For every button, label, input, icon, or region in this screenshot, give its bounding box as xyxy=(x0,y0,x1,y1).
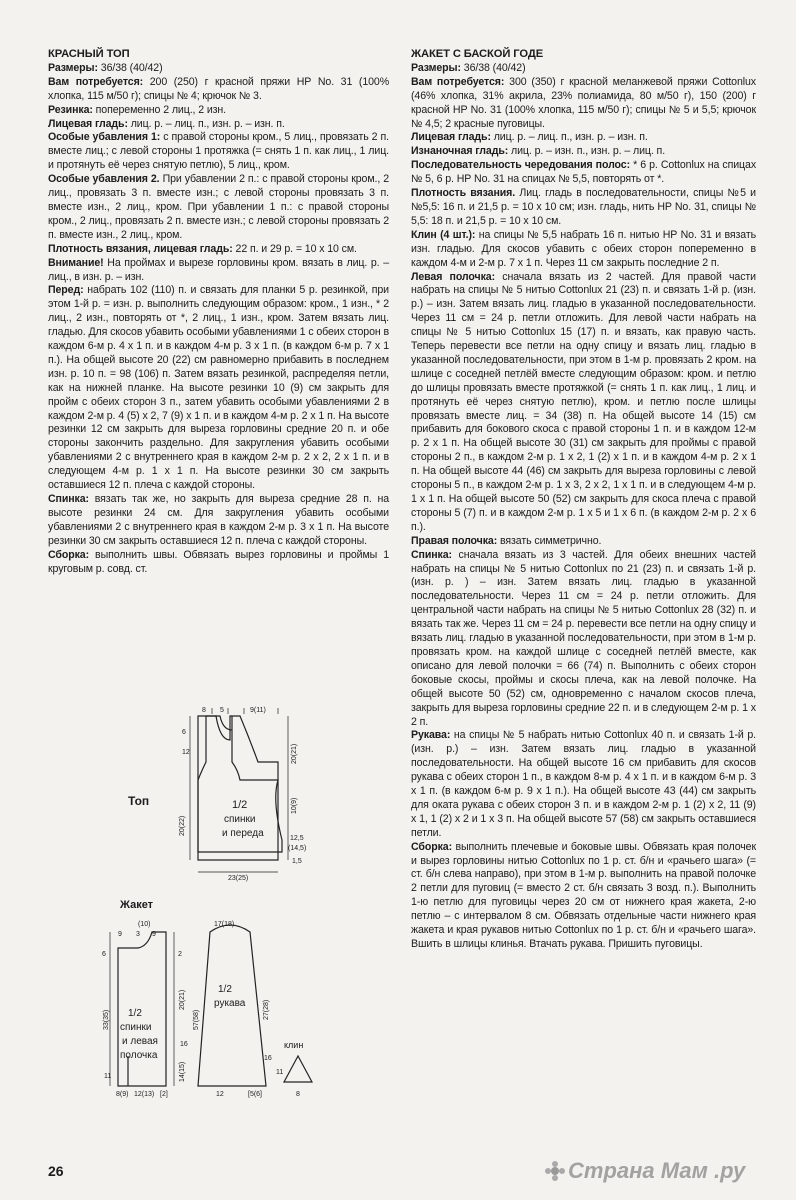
svg-text:10(9): 10(9) xyxy=(291,797,298,814)
svg-text:полочка: полочка xyxy=(120,1050,158,1061)
left-rib: Резинка: попеременно 2 лиц., 2 изн. xyxy=(48,103,227,116)
right-materials: Вам потребуется: 300 (350) г красной меланжевой пряжи Cottonlux (46% хлопка, 31% акрила, 23% полиамида, 80 м/50 г), 150 (200) г красной НР No. 31 (100% хлопка, 115 м/50 г); спицы № 5 и 5,5; крючок № 4,5; 2 красные пуговицы. xyxy=(411,75,756,130)
svg-text:8: 8 xyxy=(296,1091,300,1098)
svg-text:рукава: рукава xyxy=(214,998,246,1009)
left-attention: Внимание! На проймах и вырезе горловины кром. вязать в лиц. р. – лиц., в изн. р. – изн. xyxy=(48,256,389,283)
left-front: Перед: набрать 102 (110) п. и связать для планки 5 р. резинкой, при этом 1-й р. = изн. р. выполнить следующим образом: кром., 1 изн., * 2 лиц., 2 изн., повторять от *, 2 лиц., 1 изн., кром. Затем вязать лиц. гладью. Для скосов убавить особыми убавлениями 1 с обеих сторон в каждом 6-м р. 4 х 1 п. и в каждом 4-м р. 3 х 1 п. (в каждом 6-м р. 7 х 1 п.). На общей высоте 20 (22) см равномерно прибавить в последнем изн. р. 10 п. = 98 (106) п. Затем вязать резинкой, распределяя петли, как на нижней планке. На высоте резинки 10 (9) см закрыть для пройм с обеих сторон 3 п., затем убавить особыми убавлениями 2 в каждом 2-м р. 4 (5) х 2, 7 (9) х 1 п. и в каждом 4-м р. 2 х 1 п. На высоте резинки 12 см закрыть для выреза горловины средние 20 п. и обе стороны закончить раздельно. Для закругления убавить особыми убавлениями 2 с внутреннего края в каждом 2-м р. 2 х 2, 2 х 1 п. и в следующем 4-м р. 1 х 1 п. На высоте резинки 30 см закрыть оставшиеся 12 п. плеча с каждой стороны. xyxy=(48,284,389,492)
svg-text:12: 12 xyxy=(182,749,190,756)
svg-text:8(9): 8(9) xyxy=(116,1091,129,1098)
svg-text:и левая: и левая xyxy=(122,1036,158,1047)
svg-text:клин: клин xyxy=(284,1040,304,1050)
right-left-front: Левая полочка: сначала вязать из 2 частей. Для правой части набрать на спицы № 5 нитью Cottonlux 21 (23) п. и связать 1-й р. (изн. р.) – изн. Затем вязать лиц. гладью в указанной последовательности. Через 11 см = 24 р. петли отложить. Для левой части набрать на спицы № 5 нитью Cottonlux 15 (17) п. и вязать, как правую часть. Теперь перевести все петли на одну спицу и вязать лиц. гладью в указанной последовательности, при этом в 1-м р. провязать 2 кром. на шлице с соседней петлёй вместе следующим образом: кром. и петлю до шлицы провязать вместе протяжкой (= снять 1 п. как лиц., 1 лиц. и протянуть её через снятую петлю), кром. и петлю после шлицы провязать вместе лиц. = 34 (38) п. На общей высоте 14 (15) см прибавить для бокового скоса с правой стороны 1 п. и в каждом 12-м р. 2 х 1 п. На общей высоте 30 (31) см закрыть для проймы с правой стороны 2 п., в каждом 2-м р. 1 х 2, 1 (2) х 1 п. и в каждом 4-м р. 2 х 1 п. На общей высоте 44 (46) см закрыть для выреза горловины с левой стороны 5 п., в каждом 2-м р. 1 х 3, 2 х 2, 1 х 1 п. и в следующем 4-м р. 1 х 1 п. На общей высоте 50 (52) см закрыть для скоса плеча с правой стороны 5 (7) п. и в каждом 2-м р. 1 х 5 и 1 х 6 п. (в каждом 2-м р. 2 х 6 п.). xyxy=(411,270,756,533)
watermark: Страна Мам .ру xyxy=(568,1158,746,1183)
left-assembly: Сборка: выполнить швы. Обвязать вырез горловины и проймы 1 круговым р. совд. ст. xyxy=(48,548,389,575)
top-schematic xyxy=(120,700,320,895)
svg-text:33(35): 33(35) xyxy=(103,1009,110,1030)
top-label: Топ xyxy=(128,794,150,808)
svg-text:2: 2 xyxy=(178,951,182,958)
left-decreases-1: Особые убавления 1: с правой стороны крoм., 5 лиц., провязать 2 п. вместе лиц.; с левой стороны 1 протяжка (= снять 1 п. как лиц., 1 лиц. и протянуть её через снятую петлю), 5 лиц., кром. xyxy=(48,131,390,172)
left-title: КРАСНЫЙ ТОП xyxy=(48,48,130,60)
right-wedge: Клин (4 шт.): на спицы № 5,5 набрать 16 п. нитью НР No. 31 и вязать изн. гладью. Для скосов убавить с обеих сторон попеременно в каждом 4-м и 2-м р. 7 х 1 п. Через 11 см закрыть последние 2 п. xyxy=(411,228,756,269)
right-right-front: Правая полочка: вязать симметрично. xyxy=(411,534,602,547)
svg-text:14(15): 14(15) xyxy=(179,1061,186,1082)
left-gauge: Плотность вязания, лицевая гладь: 22 п. и 29 р. = 10 х 10 см. xyxy=(48,242,357,255)
wedge-outline xyxy=(284,1056,312,1082)
jacket-schematic xyxy=(102,896,328,1131)
svg-text:спинки: спинки xyxy=(120,1022,152,1033)
svg-text:[5(6]: [5(6] xyxy=(248,1091,263,1098)
svg-text:16: 16 xyxy=(180,1041,188,1048)
svg-text:1,5: 1,5 xyxy=(292,858,302,865)
svg-text:1/2: 1/2 xyxy=(128,1008,142,1019)
left-stockinette: Лицевая гладь: лиц. р. – лиц. п., изн. р. – изн. п. xyxy=(48,117,285,130)
svg-text:1/2: 1/2 xyxy=(218,984,232,995)
svg-text:20(21): 20(21) xyxy=(179,989,186,1010)
svg-text:и переда: и переда xyxy=(222,828,264,839)
svg-text:(14,5): (14,5) xyxy=(288,845,307,852)
right-sizes: Размеры: 36/38 (40/42) xyxy=(411,61,526,74)
left-sizes: Размеры: 36/38 (40/42) xyxy=(48,61,163,74)
svg-text:11: 11 xyxy=(276,1069,284,1076)
svg-text:1/2: 1/2 xyxy=(232,799,248,811)
svg-text:20(22): 20(22) xyxy=(179,815,186,836)
svg-text:12,5: 12,5 xyxy=(290,835,304,842)
svg-text:9: 9 xyxy=(118,931,122,938)
right-stripe-sequence: Последовательность чередования полос: * 6 р. Cottonlux на спицах № 5, 6 р. НР No. 31 на спицах № 5,5, повторять от *. xyxy=(411,159,757,186)
svg-text:8: 8 xyxy=(202,707,206,714)
right-stockinette: Лицевая гладь: лиц. р. – лиц. п., изн. р. – изн. п. xyxy=(411,131,648,144)
right-back: Спинка: сначала вязать из 3 частей. Для обеих внешних частей набрать на спицы № 5 нитью Cottonlux по 21 (23) п. и связать 1-й р. (изн. р. ) – изн. Затем вязать лиц. гладью в указанной последовательности. Через 11 см = 24 р. петли отложить. Для центральной части набрать на спицы № 5 нитью Cottonlux 28 (32) п. и вязать так же. Через 11 см = 24 р. перевести все петли на одну спицу и вязать лиц. гладью в указанной последовательности, при этом в 1-м р. провязать кром. на каждой шлице с соседней петлёй вместе, как описано для левой полочки = 66 (74) п. Выполнить с обеих сторон боковые скосы, проймы и скосы плеча, как на левой полочке. На общей высоте 50 (52) см, одновременно с началом скосов плеча, закрыть для выреза горловины средние 22 п. и в следующем 2-м р. 1 х 2 п. xyxy=(411,548,756,728)
left-back: Спинка: вязать так же, но закрыть для выреза средние 28 п. на высоте резинки 24 см. Для закругления убавить особыми убавлениями 2 с внутреннего края в каждом 2-м р. 3 х 1 п. На высоте резинки 30 см закрыть оставшиеся 12 п. плеча с каждой стороны. xyxy=(48,493,389,547)
svg-text:5: 5 xyxy=(220,707,224,714)
svg-text:23(25): 23(25) xyxy=(228,875,249,882)
svg-text:3: 3 xyxy=(136,931,140,938)
svg-text:9(11): 9(11) xyxy=(250,707,266,714)
svg-text:спинки: спинки xyxy=(224,814,256,825)
left-column xyxy=(48,48,389,576)
right-title: ЖАКЕТ С БАСКОЙ ГОДЕ xyxy=(411,48,544,60)
svg-text:12: 12 xyxy=(216,1091,224,1098)
svg-text:6: 6 xyxy=(102,951,106,958)
svg-text:11: 11 xyxy=(104,1073,112,1080)
svg-text:16: 16 xyxy=(264,1055,272,1062)
svg-text:57(58): 57(58) xyxy=(193,1009,200,1030)
right-gauge: Плотность вязания. Лиц. гладь в последовательности, спицы №5 и №5,5: 16 п. и 21,5 р. = 10 х 10 см; изн. гладь, нить НР No. 31, спицы № 5,5: 18 п. и 21,5 р. = 10 х 10 см. xyxy=(411,187,756,227)
right-column xyxy=(411,48,756,952)
flower-icon xyxy=(544,1160,566,1182)
right-reverse-stockinette: Изнаночная гладь: лиц. р. – изн. п., изн. р. – лиц. п. xyxy=(411,145,666,158)
svg-text:[2]: [2] xyxy=(160,1091,168,1098)
svg-text:9: 9 xyxy=(152,931,156,938)
left-decreases-2: Особые убавления 2. При убавлении 2 п.: с правой стороны кром., 2 лиц., провязать 3 п. вместе изн.; с левой стороны провязать 3 п. вместе изн., 2 лиц., кром. При убавлении 1 п.: с правой стороны кром., 2 лиц., провязать 2 п. вместе изн.; с левой стороны провязать 2 п. вместе изн., 2 лиц., кром. xyxy=(48,173,390,241)
svg-text:20(21): 20(21) xyxy=(291,743,298,764)
svg-text:(10): (10) xyxy=(138,921,151,928)
svg-text:17(18): 17(18) xyxy=(214,921,235,928)
jacket-label: Жакет xyxy=(120,899,154,911)
jacket-body-outline xyxy=(118,932,166,1086)
right-assembly: Сборка: выполнить плечевые и боковые швы. Обвязать края полочек и вырез горловины нитью Cottonlux по 1 р. ст. б/н и «рачьего шага» (= ст. б/н слева направо), при этом в 1-м р. выполнить на правой полочке 2 петли для пуговиц (= вместо 2 ст. б/н связать 3 возд. п.). Выполнить 1-ю петлю для пуговицы через 20 см от нижнего края жакета, 2-ю петлю – с интервалом 8 см. Обвязать отдельные части нижнего края жакета и края рукавов нитью Cottonlux по 1 р. ст. б/н и «рачьего шага». Вшить в шлицы клинья. Втачать рукава. Пришить пуговицы. xyxy=(411,840,756,950)
page-number: 26 xyxy=(48,1163,64,1179)
svg-text:6: 6 xyxy=(182,729,186,736)
svg-text:12(13): 12(13) xyxy=(134,1091,155,1098)
right-sleeves: Рукава: на спицы № 5 набрать нитью Cottonlux 40 п. и связать 1-й р. (изн. р.) – изн. Затем вязать лиц. гладью в указанной последовательности. На общей высоте 16 см прибавить для скосов рукава с обеих сторон 1 п., в каждом 8-м р. 4 х 1 п. и в каждом 6-м р. 3 х 1 п. (в каждом 6-м р. 9 х 1 п.). На общей высоте 43 (44) см закрыть для оката рукава с обеих сторон 3 п. и в каждом 2-м р. 1 (2) х 2, 11 (9) х 1, 1 (2) х 2 и 1 х 3 п. На общей высоте 57 (58) см закрыть оставшиеся петли. xyxy=(411,729,757,839)
left-materials: Вам потребуется: 200 (250) г красной пряжи НР No. 31 (100% хлопка, 115 м/50 г); спицы № 4; крючок № 3. xyxy=(48,75,390,102)
svg-text:27(28): 27(28) xyxy=(263,999,270,1020)
